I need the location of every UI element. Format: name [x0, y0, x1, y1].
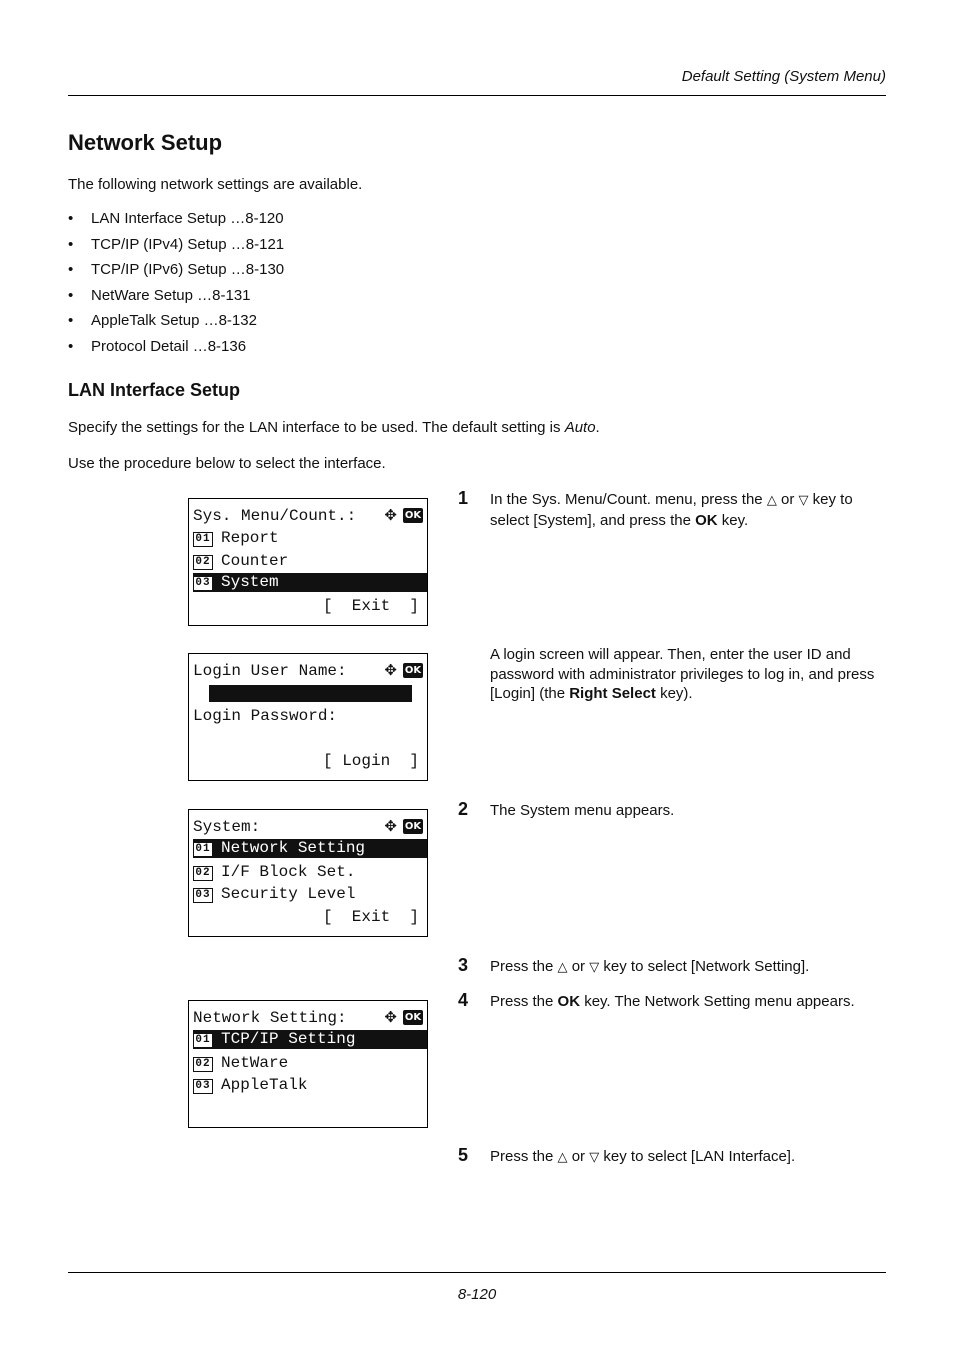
password-label: Login Password: — [193, 707, 338, 725]
list-item: • Protocol Detail …8-136 — [68, 337, 247, 355]
bullet-icon: • — [68, 337, 74, 355]
lcd-screen-system — [188, 809, 428, 937]
list-item: • LAN Interface Setup …8-120 — [68, 210, 284, 227]
subsection-title: LAN Interface Setup — [68, 380, 241, 400]
down-key-icon: ▽ — [589, 960, 600, 975]
login-softkey: [ Login ] — [322, 752, 419, 770]
step-number: 1 — [458, 488, 469, 508]
menu-item-report: 01 Report — [193, 529, 427, 548]
up-key-icon: △ — [557, 1150, 568, 1165]
down-key-icon: ▽ — [798, 493, 809, 508]
bullet-icon: • — [68, 286, 74, 304]
step-text: Press the OK key. The Network Setting menu appears. — [490, 993, 855, 1010]
screen-title: Network Setting: — [193, 1009, 347, 1027]
step-number: 5 — [458, 1145, 469, 1165]
list-item: • TCP/IP (IPv6) Setup …8-130 — [68, 261, 285, 279]
menu-item-appletalk: 03 AppleTalk — [193, 1076, 427, 1095]
ok-key-icon: OK — [404, 820, 422, 832]
step-text: A login screen will appear. Then, enter the user ID and password with administrator privileges to log in, and press [Login] (the Right Select key). — [490, 646, 875, 702]
lcd-screen-sys-menu — [188, 498, 428, 626]
user-name-input — [209, 685, 412, 702]
menu-item-system: 03 System — [193, 573, 427, 592]
up-key-icon: △ — [557, 960, 568, 975]
arrow-keys-icon: ✥ — [384, 817, 397, 835]
section-title: Network Setup — [68, 130, 223, 155]
list-item: • NetWare Setup …8-131 — [68, 286, 251, 304]
step-text: Press the △ or ▽ key to select [LAN Interface]. — [490, 1148, 796, 1165]
step-text: In the Sys. Menu/Count. menu, press the △ or ▽ key to select [System], and press the OK key. — [490, 491, 853, 529]
section-intro: The following network settings are available. — [68, 176, 363, 193]
bullet-icon: • — [68, 312, 74, 330]
page-number: 8-120 — [457, 1286, 497, 1303]
screen-title: Login User Name: — [193, 662, 347, 680]
screen-title: Sys. Menu/Count.: — [193, 507, 357, 525]
bullet-icon: • — [68, 210, 74, 227]
step-number: 3 — [458, 955, 469, 975]
bullet-icon: • — [68, 235, 74, 253]
subsection-description: Specify the settings for the LAN interface to be used. The default setting is Auto. — [68, 419, 600, 436]
bullet-icon: • — [68, 261, 74, 279]
ok-key-icon: OK — [404, 509, 422, 521]
step-number: 4 — [458, 990, 469, 1010]
exit-softkey: [ Exit ] — [322, 597, 419, 615]
step-text: The System menu appears. — [490, 802, 675, 819]
list-item: • AppleTalk Setup …8-132 — [68, 312, 257, 330]
down-key-icon: ▽ — [589, 1150, 600, 1165]
menu-item-if-block-set: 02 I/F Block Set. — [193, 863, 427, 882]
lcd-screen-network-setting — [188, 1000, 428, 1128]
settings-list — [68, 210, 284, 364]
lcd-screen-login — [188, 653, 428, 781]
menu-item-netware: 02 NetWare — [193, 1054, 427, 1073]
header-title: Default Setting (System Menu) — [681, 68, 886, 85]
arrow-keys-icon: ✥ — [384, 506, 397, 524]
menu-item-network-setting: 01 Network Setting — [193, 839, 427, 858]
ok-key-icon: OK — [404, 664, 422, 676]
footer-rule — [68, 1272, 886, 1273]
arrow-keys-icon: ✥ — [384, 661, 397, 679]
up-key-icon: △ — [766, 493, 777, 508]
step-number: 2 — [458, 799, 469, 819]
header-rule — [68, 95, 886, 96]
ok-key-icon: OK — [404, 1011, 422, 1023]
menu-item-counter: 02 Counter — [193, 552, 427, 571]
exit-softkey: [ Exit ] — [322, 908, 419, 926]
menu-item-security-level: 03 Security Level — [193, 885, 427, 904]
procedure-intro: Use the procedure below to select the interface. — [68, 455, 386, 472]
screen-title: System: — [193, 818, 261, 836]
arrow-keys-icon: ✥ — [384, 1008, 397, 1026]
menu-item-tcpip-setting: 01 TCP/IP Setting — [193, 1030, 427, 1049]
list-item: • TCP/IP (IPv4) Setup …8-121 — [68, 235, 285, 253]
step-text: Press the △ or ▽ key to select [Network Setting]. — [490, 958, 810, 975]
